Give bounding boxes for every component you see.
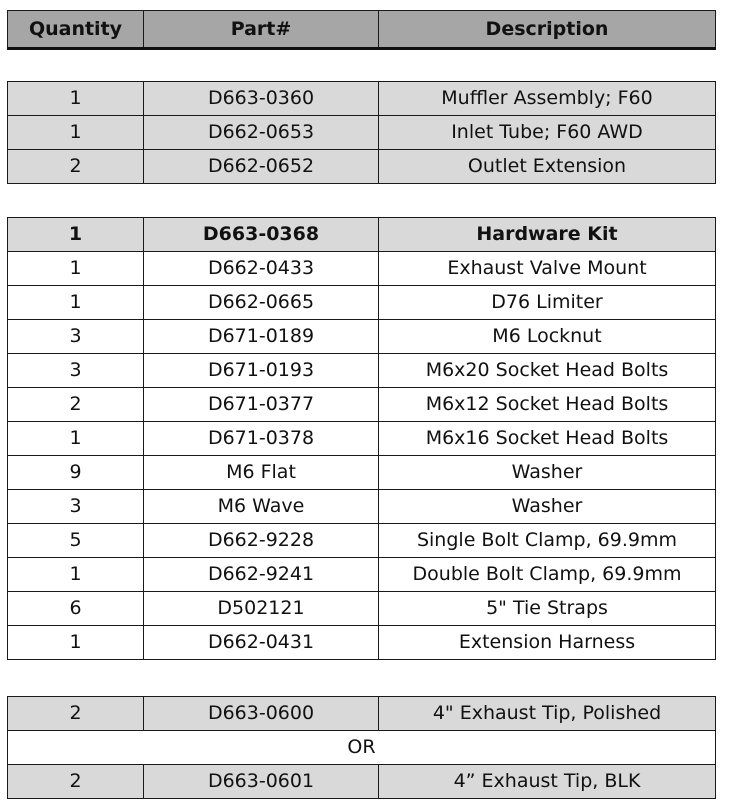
description-cell: 4" Exhaust Tip, Polished [379,697,716,731]
table-row [8,150,716,184]
part-number-cell: M6 Flat [144,456,379,490]
part-number-cell: D662-9228 [144,524,379,558]
quantity-cell: 1 [8,116,144,150]
table-row [8,82,716,116]
part-number-cell: D663-0360 [144,82,379,116]
table-row [8,456,716,490]
description-cell: Washer [379,490,716,524]
description-cell: 4” Exhaust Tip, BLK [379,765,716,799]
quantity-cell: 1 [8,82,144,116]
description-cell: M6 Locknut [379,320,716,354]
description-cell: Double Bolt Clamp, 69.9mm [379,558,716,592]
table-row [8,490,716,524]
quantity-cell: 3 [8,354,144,388]
part-number-cell: D671-0189 [144,320,379,354]
part-number-cell: D662-0652 [144,150,379,184]
part-number-cell: D663-0601 [144,765,379,799]
description-cell: Hardware Kit [379,218,716,252]
kit-header-row [8,218,716,252]
quantity-cell: 2 [8,388,144,422]
part-number-cell: D662-0665 [144,286,379,320]
description-cell: D76 Limiter [379,286,716,320]
quantity-cell: 3 [8,490,144,524]
part-number-cell: D671-0377 [144,388,379,422]
quantity-cell: 1 [8,626,144,660]
description-cell: Exhaust Valve Mount [379,252,716,286]
quantity-cell: 5 [8,524,144,558]
part-number-cell: D671-0378 [144,422,379,456]
part-number-cell: D662-9241 [144,558,379,592]
description-cell: M6x16 Socket Head Bolts [379,422,716,456]
part-number-cell: D662-0433 [144,252,379,286]
description-cell: M6x20 Socket Head Bolts [379,354,716,388]
exhaust-tips-table [7,696,716,799]
column-header-part-number: Part# [144,11,379,49]
table-row [8,592,716,626]
table-row [8,286,716,320]
quantity-cell: 1 [8,286,144,320]
hardware-kit-table [7,217,716,660]
column-header-quantity: Quantity [8,11,144,49]
table-row [8,252,716,286]
table-row [8,320,716,354]
part-number-cell: D502121 [144,592,379,626]
description-cell: Single Bolt Clamp, 69.9mm [379,524,716,558]
description-cell: Extension Harness [379,626,716,660]
table-row [8,524,716,558]
table-row [8,697,716,731]
quantity-cell: 2 [8,150,144,184]
parts-table-header [7,10,716,50]
description-cell: 5" Tie Straps [379,592,716,626]
description-cell: Muffler Assembly; F60 [379,82,716,116]
table-row [8,116,716,150]
table-row [8,626,716,660]
quantity-cell: 3 [8,320,144,354]
description-cell: Washer [379,456,716,490]
part-number-cell: D662-0431 [144,626,379,660]
table-row [8,558,716,592]
header-row [8,11,716,49]
quantity-cell: 1 [8,558,144,592]
quantity-cell: 2 [8,697,144,731]
quantity-cell: 1 [8,252,144,286]
description-cell: Outlet Extension [379,150,716,184]
quantity-cell: 2 [8,765,144,799]
table-row [8,354,716,388]
or-separator-row [8,731,716,765]
column-header-description: Description [379,11,716,49]
table-row [8,422,716,456]
part-number-cell: D663-0368 [144,218,379,252]
table-row [8,388,716,422]
main-components-table [7,81,716,184]
description-cell: M6x12 Socket Head Bolts [379,388,716,422]
part-number-cell: M6 Wave [144,490,379,524]
part-number-cell: D663-0600 [144,697,379,731]
or-label: OR [8,731,716,765]
quantity-cell: 6 [8,592,144,626]
table-row [8,765,716,799]
quantity-cell: 9 [8,456,144,490]
quantity-cell: 1 [8,422,144,456]
part-number-cell: D671-0193 [144,354,379,388]
quantity-cell: 1 [8,218,144,252]
part-number-cell: D662-0653 [144,116,379,150]
description-cell: Inlet Tube; F60 AWD [379,116,716,150]
